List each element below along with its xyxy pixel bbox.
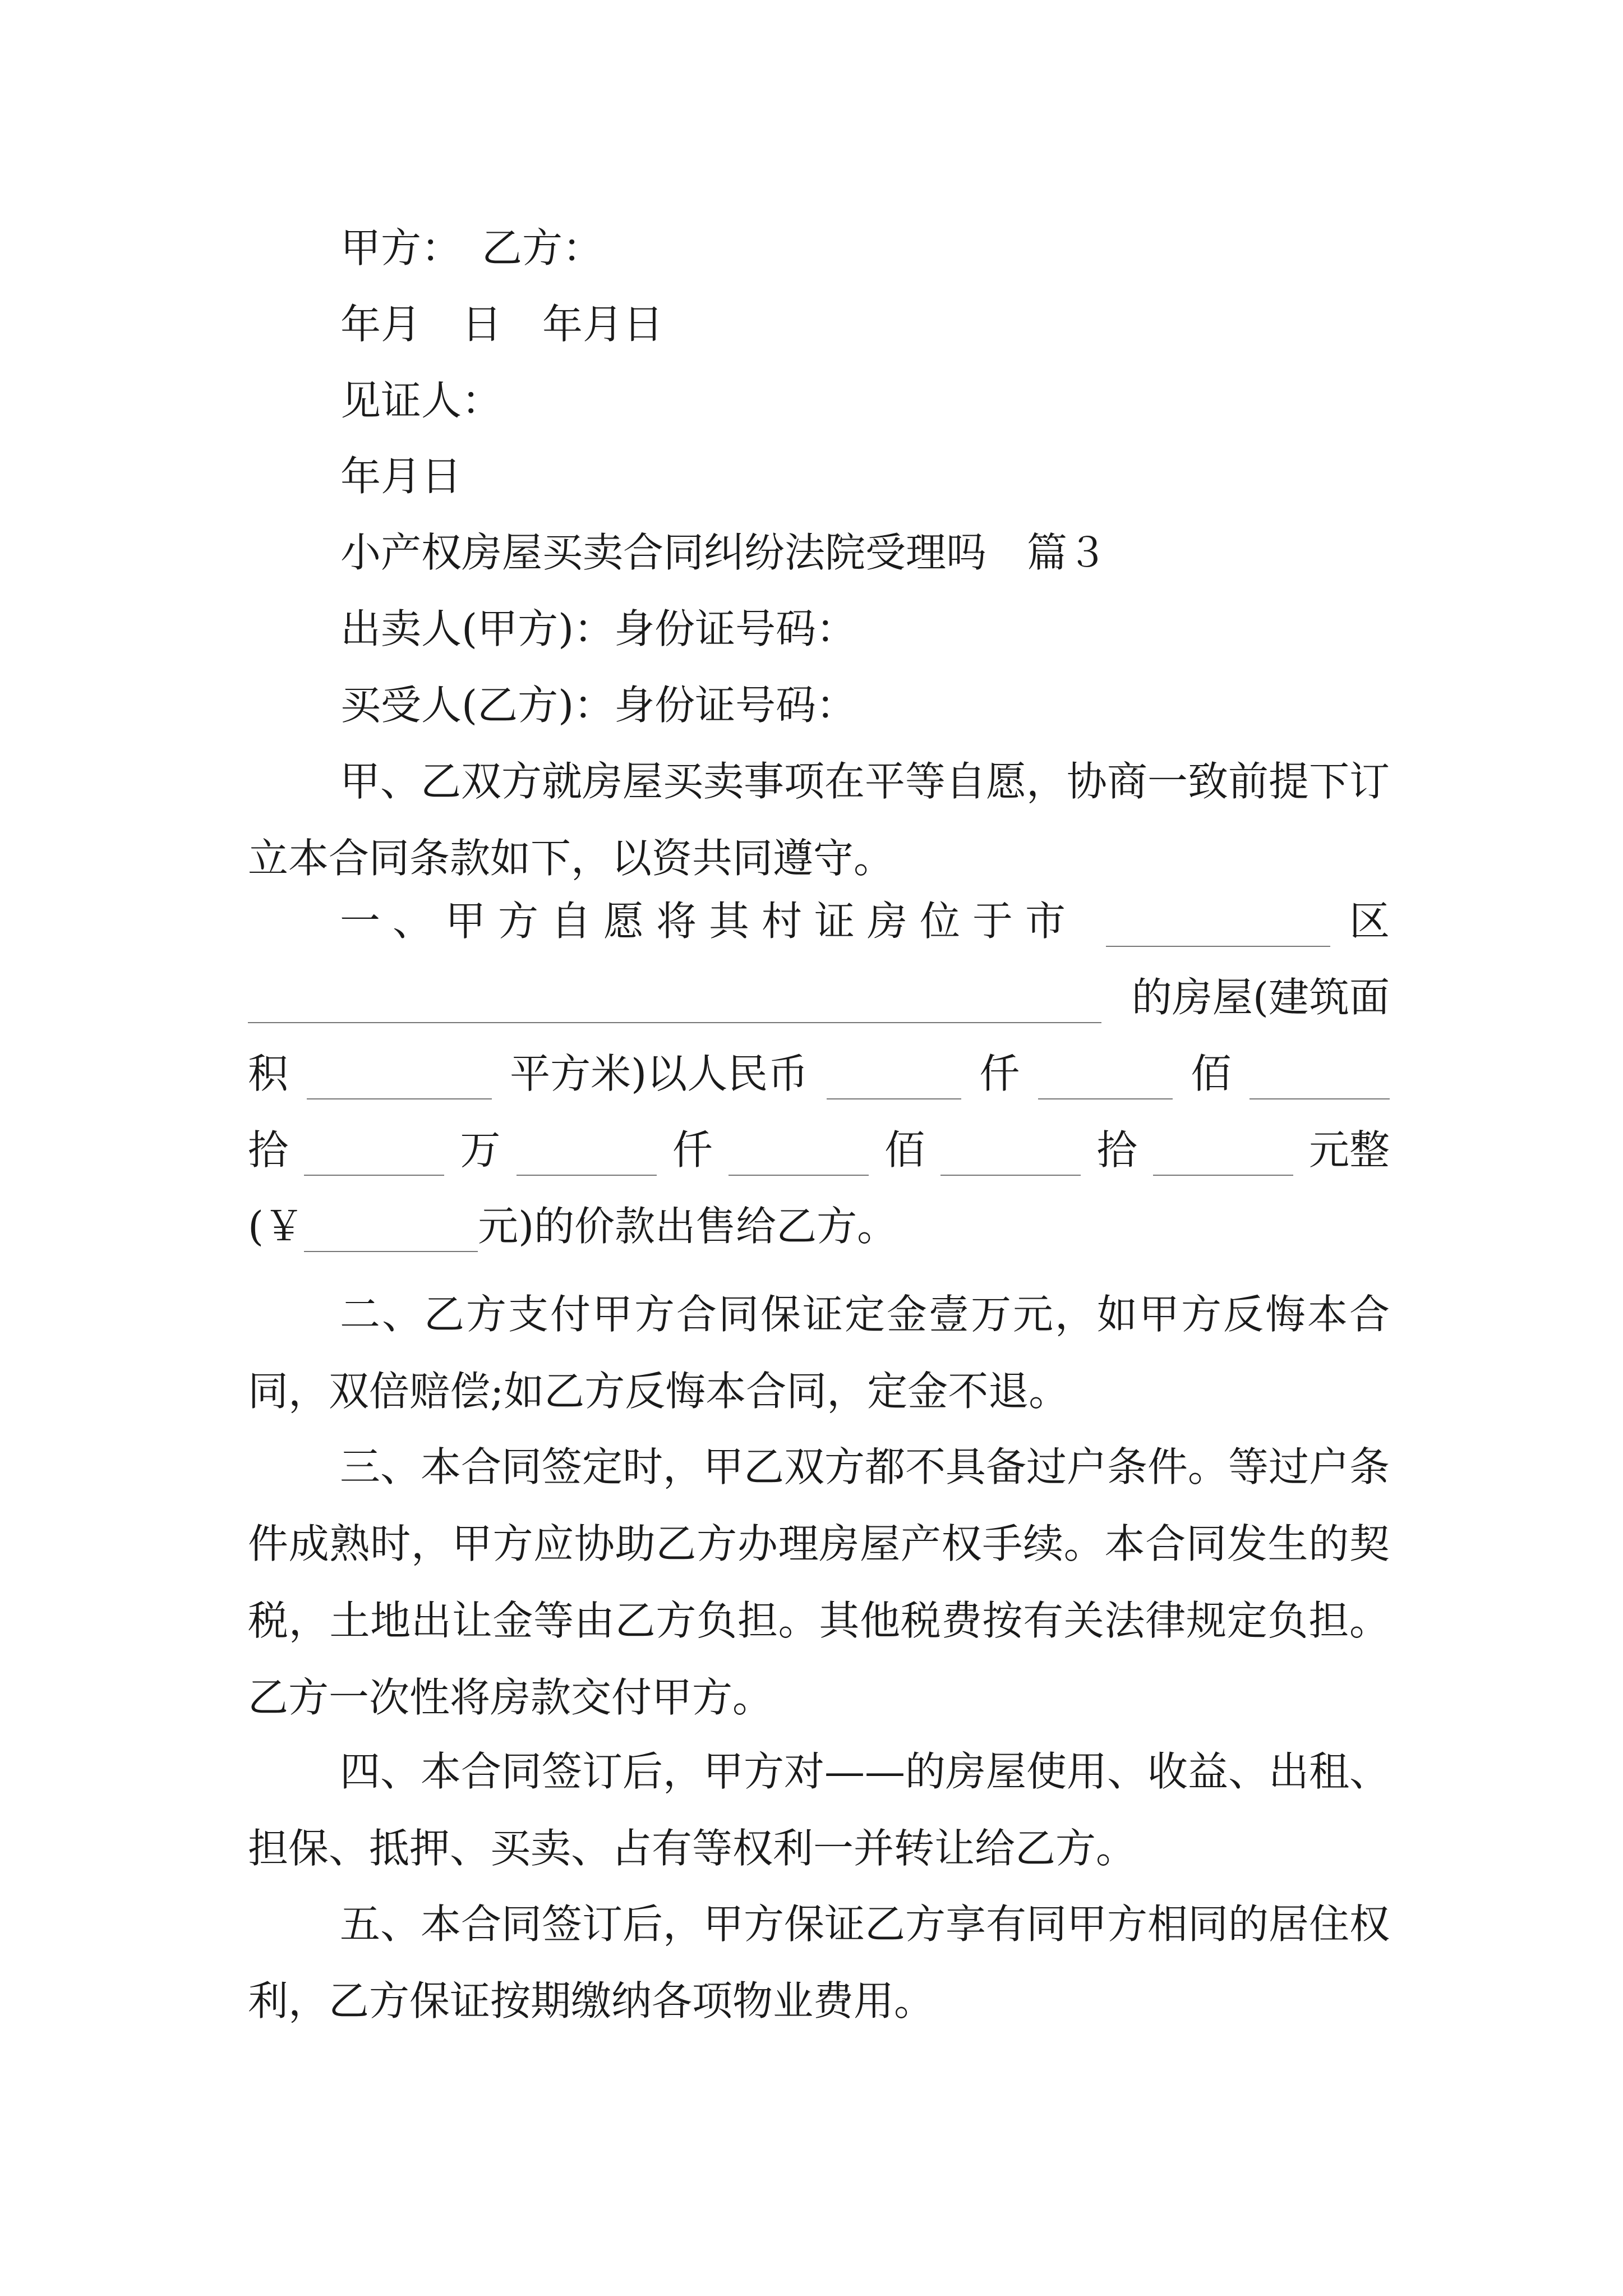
clause1-row3 bbox=[248, 1049, 1390, 1099]
clause1-text: 仟 bbox=[672, 1126, 713, 1174]
clause1-text: (￥ bbox=[248, 1203, 305, 1250]
clause1-row5 bbox=[248, 1202, 1390, 1252]
amount-blank bbox=[1153, 1139, 1293, 1176]
clause1-row2 bbox=[248, 973, 1390, 1023]
amount-blank bbox=[940, 1139, 1081, 1176]
amount-blank bbox=[728, 1139, 869, 1176]
buyer-line: 买受人(乙方)：身份证号码： bbox=[340, 682, 857, 729]
section-title: 小产权房屋买卖合同纠纷法院受理吗 篇３ bbox=[340, 529, 1108, 576]
clause1-text: 拾 bbox=[1096, 1126, 1137, 1174]
clause1-text: 元整 bbox=[1308, 1126, 1390, 1174]
amount-blank bbox=[1038, 1062, 1173, 1099]
location-blank bbox=[1106, 910, 1330, 947]
area-blank bbox=[307, 1062, 492, 1099]
clause1-text: 佰 bbox=[884, 1126, 925, 1174]
clause1-text: 区 bbox=[1349, 898, 1390, 945]
seller-line: 出卖人(甲方)：身份证号码： bbox=[340, 605, 857, 652]
amount-blank bbox=[1249, 1062, 1390, 1099]
clause1-text: 仟 bbox=[979, 1050, 1020, 1097]
clause1-text: 的房屋(建筑面 bbox=[1131, 974, 1390, 1021]
clause-paragraph: 五、本合同签订后，甲方保证乙方享有同甲方相同的居住权利，乙方保证按期缴纳各项物业费用。 bbox=[248, 1901, 1390, 2024]
address-blank bbox=[248, 986, 1101, 1023]
clause1-text: 佰 bbox=[1191, 1050, 1232, 1097]
clause1-text: 积 bbox=[248, 1050, 289, 1097]
amount-blank bbox=[304, 1139, 444, 1176]
signature-date-line: 年月 日 年月日 bbox=[340, 301, 664, 348]
amount-blank bbox=[827, 1062, 961, 1099]
clause1-text: 一、甲方自愿将其村证房位于市 bbox=[340, 898, 1078, 945]
witness-date-line: 年月日 bbox=[340, 453, 462, 500]
party-signature-line: 甲方： 乙方： bbox=[340, 224, 603, 272]
clause1-text: 平方米)以人民币 bbox=[510, 1050, 809, 1097]
preamble-paragraph: 甲、乙双方就房屋买卖事项在平等自愿，协商一致前提下订立本合同条款如下，以资共同遵守。 bbox=[248, 758, 1390, 882]
witness-line: 见证人： bbox=[340, 377, 502, 424]
clause1-text: 万 bbox=[460, 1126, 501, 1174]
clause1-row1 bbox=[340, 896, 1390, 947]
clause-paragraph: 四、本合同签订后，甲方对——的房屋使用、收益、出租、担保、抵押、买卖、占有等权利一并转让给乙方。 bbox=[248, 1748, 1390, 1872]
amount-blank bbox=[517, 1139, 657, 1176]
clause-paragraph: 二、乙方支付甲方合同保证定金壹万元，如甲方反悔本合同，双倍赔偿;如乙方反悔本合同，定金不退。 bbox=[248, 1291, 1390, 1415]
total-amount-blank bbox=[304, 1215, 478, 1252]
clause1-row4 bbox=[248, 1125, 1390, 1176]
clause1-text: 元)的价款出售给乙方。 bbox=[478, 1203, 898, 1250]
clause-paragraph: 三、本合同签定时，甲乙双方都不具备过户条件。等过户条件成熟时，甲方应协助乙方办理房屋产权手续。本合同发生的契税，土地出让金等由乙方负担。其他税费按有关法律规定负担。乙方一次性将房款交付甲方。 bbox=[248, 1443, 1390, 1721]
clause1-text: 拾 bbox=[248, 1126, 289, 1174]
